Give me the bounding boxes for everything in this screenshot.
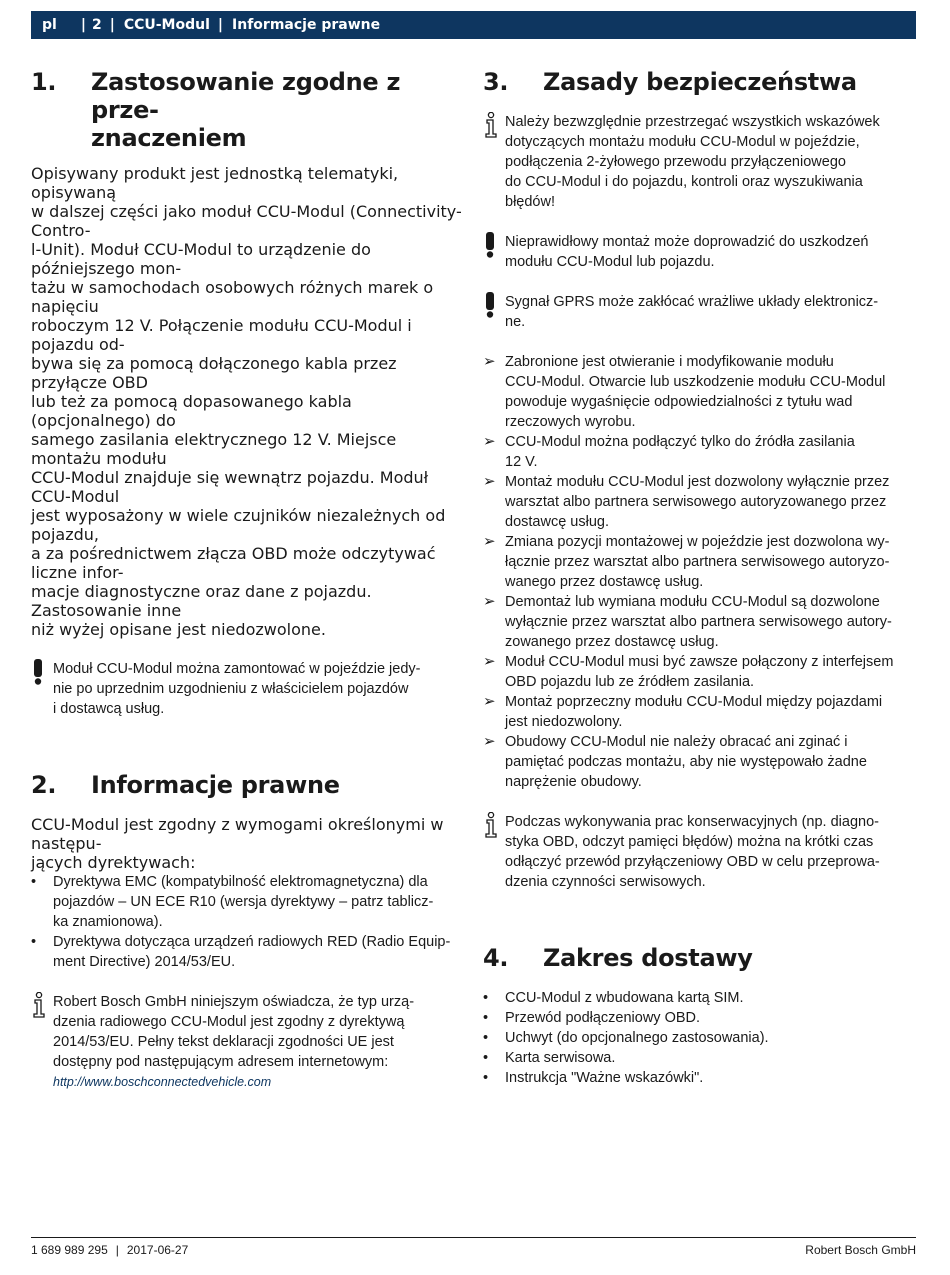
info-line: Robert Bosch GmbH niniejszym oświadcza, że typ urzą-: [53, 994, 415, 1010]
delivery-scope-list: [483, 988, 916, 1088]
section-1-heading: [31, 68, 463, 152]
section-title: Zakres dostawy: [543, 944, 753, 972]
list-item-line: Zabronione jest otwieranie i modyfikowanie modułu: [505, 354, 834, 370]
footer-doc-number: 1 689 989 295: [31, 1243, 108, 1257]
arrow-bullet-icon: ➢: [483, 433, 496, 450]
body-line: lub też za pomocą dopasowanego kabla (opcjonalnego) do: [31, 392, 352, 430]
warning-note: [31, 659, 463, 719]
section-title-line: Zastosowanie zgodne z prze-: [91, 68, 401, 124]
list-item-line: Demontaż lub wymiana modułu CCU-Modul są dozwolone: [505, 594, 880, 610]
list-item-text: CCU-Modul z wbudowana kartą SIM.: [505, 990, 744, 1006]
body-line: CCU-Modul jest zgodny z wymogami określonymi w następu-: [31, 815, 444, 853]
list-item-text: Instrukcja "Ważne wskazówki".: [505, 1070, 704, 1086]
info-icon: [31, 992, 53, 1018]
info-note: [483, 812, 916, 892]
section-3-heading: [483, 68, 916, 96]
info-note: [483, 112, 916, 212]
header-lang: pl: [42, 17, 57, 33]
footer-date: 2017-06-27: [126, 1243, 189, 1257]
list-item-line: ment Directive) 2014/53/EU.: [53, 954, 236, 970]
warning-icon: [483, 232, 505, 258]
list-item-line: OBD pojazdu lub ze źródłem zasilania.: [505, 674, 755, 690]
list-item: [483, 692, 916, 732]
list-item: [483, 1028, 916, 1048]
list-item-line: wanego przez dostawcę usług.: [505, 574, 704, 590]
body-line: a za pośrednictwem złącza OBD może odczytywać liczne infor-: [31, 544, 436, 582]
header-page-number: 2: [91, 17, 102, 33]
info-line: dostępny pod następującym adresem internetowym:: [53, 1054, 389, 1070]
header-section: Informacje prawne: [232, 17, 381, 33]
list-item: [483, 988, 916, 1008]
info-text: [505, 812, 916, 892]
bullet-icon: •: [31, 934, 37, 950]
info-note: [31, 992, 463, 1092]
list-item-line: warsztat albo partnera serwisowego autoryzowanego przez: [505, 494, 887, 510]
info-text: [505, 112, 916, 212]
info-line: dzenia czynności serwisowych.: [505, 874, 706, 890]
bullet-icon: •: [483, 1050, 489, 1066]
list-item: [483, 732, 916, 792]
list-item: [483, 1008, 916, 1028]
list-item-text: Przewód podłączeniowy OBD.: [505, 1010, 701, 1026]
body-line: l-Unit). Moduł CCU-Modul to urządzenie do późniejszego mon-: [31, 240, 371, 278]
info-line: Podczas wykonywania prac konserwacyjnych (np. diagno-: [505, 814, 879, 830]
safety-rules-list: [483, 352, 916, 792]
list-item: [483, 352, 916, 432]
body-line: w dalszej części jako moduł CCU-Modul (Connectivity-Contro-: [31, 202, 462, 240]
section-title: Zasady bezpieczeństwa: [543, 68, 857, 96]
bullet-icon: •: [483, 1030, 489, 1046]
page-header: [31, 11, 916, 39]
list-item: [483, 652, 916, 692]
left-column: [31, 68, 463, 1092]
list-item: [483, 432, 916, 472]
list-item-line: Dyrektywa EMC (kompatybilność elektromagnetyczna) dla: [53, 874, 428, 890]
info-line: styka OBD, odczyt pamięci błędów) można na krótki czas: [505, 834, 874, 850]
info-line: dotyczących montażu modułu CCU-Modul w pojeździe,: [505, 134, 860, 150]
arrow-bullet-icon: ➢: [483, 533, 496, 550]
list-item-line: Obudowy CCU-Modul nie należy obracać ani zginać i: [505, 734, 848, 750]
arrow-bullet-icon: ➢: [483, 653, 496, 670]
list-item-line: dostawcę usług.: [505, 514, 609, 530]
bullet-icon: •: [483, 990, 489, 1006]
section-number: 2.: [31, 771, 57, 799]
list-item-line: pojazdów – UN ECE R10 (wersja dyrektywy – patrz tablicz-: [53, 894, 434, 910]
header-separator: |: [217, 17, 224, 33]
info-line: podłączenia 2-żyłowego przewodu przyłączeniowego: [505, 154, 846, 170]
list-item-line: pamiętać podczas montażu, aby nie występowało żadne: [505, 754, 867, 770]
list-item-text: Karta serwisowa.: [505, 1050, 616, 1066]
info-line: Należy bezwzględnie przestrzegać wszystkich wskazówek: [505, 114, 880, 130]
body-line: samego zasilania elektrycznego 12 V. Miejsce montażu modułu: [31, 430, 397, 468]
list-item: [31, 872, 463, 932]
warning-line: ne.: [505, 314, 526, 330]
header-separator: |: [80, 17, 86, 33]
section-4-heading: [483, 944, 916, 972]
warning-icon: [483, 292, 505, 318]
warning-text: [53, 659, 463, 719]
section-number: 3.: [483, 68, 509, 96]
arrow-bullet-icon: ➢: [483, 473, 496, 490]
section-number: 4.: [483, 944, 509, 972]
list-item-line: naprężenie obudowy.: [505, 774, 642, 790]
directive-list: [31, 872, 463, 972]
list-item-line: 12 V.: [505, 454, 538, 470]
warning-line: Moduł CCU-Modul można zamontować w pojeździe jedy-: [53, 661, 421, 677]
list-item-line: Montaż modułu CCU-Modul jest dozwolony wyłącznie przez: [505, 474, 890, 490]
footer-rule: [31, 1237, 916, 1238]
warning-line: modułu CCU-Modul lub pojazdu.: [505, 254, 715, 270]
body-line: Opisywany produkt jest jednostką telematyki, opisywaną: [31, 164, 399, 202]
info-icon: [483, 812, 505, 838]
body-line: jących dyrektywach:: [31, 853, 196, 872]
arrow-bullet-icon: ➢: [483, 353, 496, 370]
arrow-bullet-icon: ➢: [483, 733, 496, 750]
footer-company: Robert Bosch GmbH: [805, 1243, 916, 1257]
list-item: [483, 592, 916, 652]
list-item: [31, 932, 463, 972]
page-footer: [31, 1243, 916, 1261]
list-item-line: Dyrektywa dotycząca urządzeń radiowych RED (Radio Equip-: [53, 934, 451, 950]
body-line: bywa się za pomocą dołączonego kabla przez przyłącze OBD: [31, 354, 397, 392]
list-item: [483, 532, 916, 592]
warning-line: i dostawcą usług.: [53, 701, 165, 717]
info-line: odłączyć przewód przyłączeniowy OBD w celu przeprowa-: [505, 854, 880, 870]
warning-line: Sygnał GPRS może zakłócać wrażliwe układy elektronicz-: [505, 294, 879, 310]
header-product: CCU-Modul: [123, 17, 210, 33]
info-line: błędów!: [505, 194, 555, 210]
list-item-line: Montaż poprzeczny modułu CCU-Modul między pojazdami: [505, 694, 883, 710]
list-item-line: wyłącznie przez warsztat albo partnera serwisowego autory-: [505, 614, 892, 630]
list-item-line: ka znamionowa).: [53, 914, 163, 930]
warning-note: [483, 292, 916, 332]
warning-icon: [31, 659, 53, 685]
info-line: dzenia radiowego CCU-Modul jest zgodny z dyrektywą: [53, 1014, 405, 1030]
bullet-icon: •: [483, 1070, 489, 1086]
warning-text: [505, 292, 916, 332]
info-text: [53, 992, 463, 1072]
section-title: Informacje prawne: [91, 771, 340, 799]
list-item-text: Uchwyt (do opcjonalnego zastosowania).: [505, 1030, 769, 1046]
list-item-line: jest niedozwolony.: [505, 714, 623, 730]
list-item-line: zowanego przez dostawcę usług.: [505, 634, 719, 650]
list-item-line: rzeczowych wyrobu.: [505, 414, 636, 430]
list-item-line: powoduje wygaśnięcie odpowiedzialności z tytułu wad: [505, 394, 853, 410]
section-1-body: [31, 164, 463, 639]
info-line: do CCU-Modul i do pojazdu, kontroli oraz wyszukiwania: [505, 174, 863, 190]
list-item-line: Zmiana pozycji montażowej w pojeździe jest dozwolona wy-: [505, 534, 890, 550]
list-item: [483, 472, 916, 532]
section-2-intro: [31, 815, 463, 872]
section-title-line: znaczeniem: [91, 124, 247, 152]
section-number: 1.: [31, 68, 57, 96]
warning-note: [483, 232, 916, 272]
bullet-icon: •: [31, 874, 37, 890]
right-column: [483, 68, 916, 1088]
list-item-line: CCU-Modul. Otwarcie lub uszkodzenie modułu CCU-Modul: [505, 374, 886, 390]
info-line: 2014/53/EU. Pełny tekst deklaracji zgodności UE jest: [53, 1034, 394, 1050]
arrow-bullet-icon: ➢: [483, 593, 496, 610]
warning-text: [505, 232, 916, 272]
arrow-bullet-icon: ➢: [483, 693, 496, 710]
list-item-line: CCU-Modul można podłączyć tylko do źródła zasilania: [505, 434, 855, 450]
footer-separator: |: [115, 1243, 119, 1257]
list-item: [483, 1048, 916, 1068]
body-line: CCU-Modul znajduje się wewnątrz pojazdu. Moduł CCU-Modul: [31, 468, 429, 506]
body-line: macje diagnostyczne oraz dane z pojazdu. Zastosowanie inne: [31, 582, 372, 620]
body-line: jest wyposażony w wiele czujników niezależnych od pojazdu,: [31, 506, 446, 544]
warning-line: nie po uprzednim uzgodnieniu z właścicielem pojazdów: [53, 681, 409, 697]
website-link[interactable]: http://www.boschconnectedvehicle.com: [53, 1075, 272, 1089]
list-item-line: łącznie przez warsztat albo partnera serwisowego autoryzo-: [505, 554, 890, 570]
body-line: roboczym 12 V. Połączenie modułu CCU-Modul i pojazdu od-: [31, 316, 412, 354]
body-line: tażu w samochodach osobowych różnych marek o napięciu: [31, 278, 434, 316]
section-2-heading: [31, 771, 463, 799]
bullet-icon: •: [483, 1010, 489, 1026]
list-item-line: Moduł CCU-Modul musi być zawsze połączony z interfejsem: [505, 654, 894, 670]
info-icon: [483, 112, 505, 138]
list-item: [483, 1068, 916, 1088]
warning-line: Nieprawidłowy montaż może doprowadzić do uszkodzeń: [505, 234, 869, 250]
header-separator: |: [109, 17, 115, 33]
body-line: niż wyżej opisane jest niedozwolone.: [31, 620, 326, 639]
